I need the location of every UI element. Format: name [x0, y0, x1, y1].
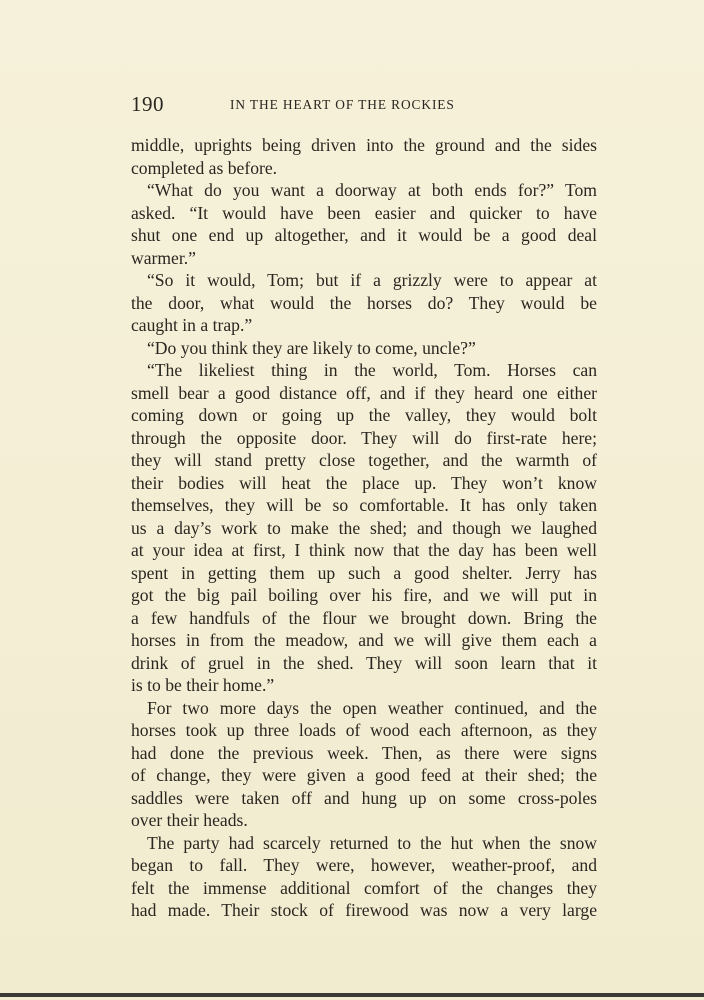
page-number: 190 [131, 92, 164, 116]
text-line: at your idea at first, I think now that the day has been well [131, 540, 597, 560]
text-line: The party had scarcely returned to the hut when the snow [147, 832, 597, 853]
text-line: spent in getting them up such a good shelter. Jerry has [131, 562, 597, 583]
text-line: the door, what would the horses do? They would be [131, 292, 597, 313]
text-line: drink of gruel in the shed. They will soon learn that it [131, 652, 597, 673]
text-line: “So it would, Tom; but if a grizzly were to appear at [147, 270, 597, 290]
text-line: us a day’s work to make the shed; and though we laughed [131, 517, 597, 538]
text-line: got the big pail boiling over his fire, and we will put in [131, 585, 597, 605]
text-line: of change, they were given a good feed at their shed; the [131, 765, 597, 785]
text-line: began to fall. They were, however, weather-proof, and [131, 855, 597, 875]
text-line: felt the immense additional comfort of the changes they [131, 877, 597, 898]
text-line: caught in a trap.” [131, 315, 253, 335]
text-line: they will stand pretty close together, and the warmth of [131, 450, 597, 470]
text-line: over their heads. [131, 810, 248, 830]
running-title: IN THE HEART OF THE ROCKIES [230, 97, 455, 112]
text-line: had done the previous week. Then, as there were signs [131, 742, 597, 763]
text-line: completed as before. [131, 157, 278, 178]
text-line: “The likeliest thing in the world, Tom. Horses can [147, 360, 597, 380]
text-line: saddles were taken off and hung up on some cross-poles [131, 787, 597, 808]
text-line: For two more days the open weather continued, and the [147, 697, 597, 718]
text-line: is to be their home.” [131, 675, 275, 695]
bottom-scan-edge [0, 993, 704, 997]
text-line: a few handfuls of the flour we brought down. Bring the [131, 607, 597, 628]
text-line: middle, uprights being driven into the ground and the sides [131, 135, 597, 155]
text-line: “Do you think they are likely to come, uncle?” [147, 337, 476, 358]
text-line: warmer.” [131, 247, 196, 268]
text-line: “What do you want a doorway at both ends for?” Tom [147, 180, 597, 200]
text-line: their bodies will heat the place up. They won’t know [131, 472, 597, 493]
text-line: had made. Their stock of firewood was now a very large [131, 900, 597, 920]
text-line: horses in from the meadow, and we will give them each a [131, 630, 597, 650]
text-line: coming down or going up the valley, they would bolt [131, 405, 597, 425]
page-header [131, 92, 597, 122]
text-line: horses took up three loads of wood each afternoon, as they [131, 720, 597, 740]
text-line: smell bear a good distance off, and if they heard one either [131, 382, 597, 403]
body-text [131, 134, 597, 922]
text-line: asked. “It would have been easier and quicker to have [131, 202, 597, 223]
text-line: themselves, they will be so comfortable. It has only taken [131, 495, 597, 515]
text-line: through the opposite door. They will do first-rate here; [131, 427, 597, 448]
text-line: shut one end up altogether, and it would be a good deal [131, 225, 597, 245]
